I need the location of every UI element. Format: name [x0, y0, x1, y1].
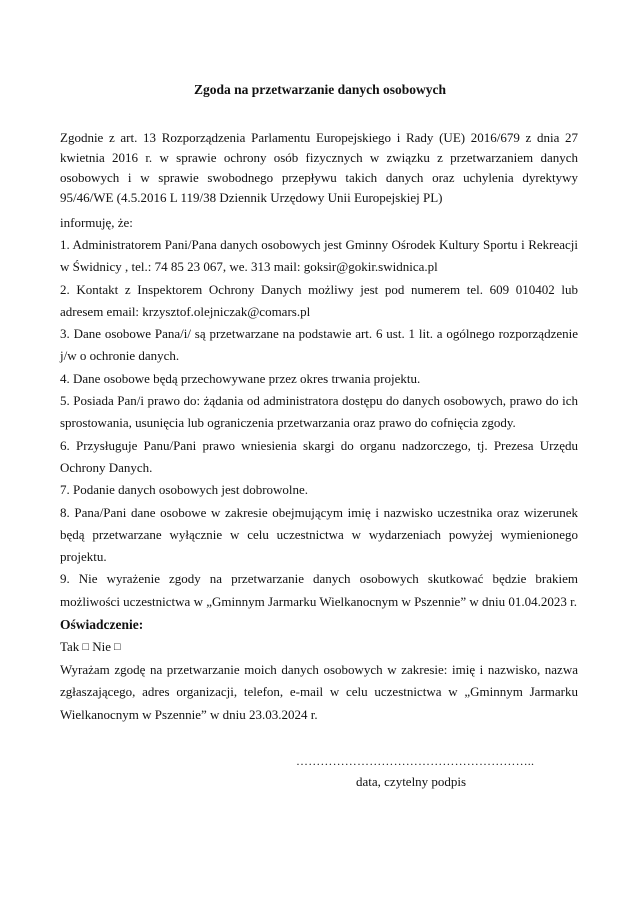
clause-item: 9. Nie wyrażenie zgody na przetwarzanie danych osobowych skutkować będzie brakiem możliwości uczestnictwa w „Gminnym Jarmarku Wielkanocnym w Pszennie” w dniu 01.04.2023 r. [60, 571, 578, 609]
clause-item: 8. Pana/Pani dane osobowe w zakresie obejmującym imię i nazwisko uczestnika oraz wizerunek będą przetwarzane wyłącznie w celu uczestnictwa w wydarzeniach powyżej wymienionego projektu. [60, 504, 578, 565]
clause-item: 3. Dane osobowe Pana/i/ są przetwarzane na podstawie art. 6 ust. 1 lit. a ogólnego rozporządzenie j/w o ochronie danych. [60, 326, 578, 364]
no-checkbox[interactable]: □ [114, 641, 121, 653]
clause-list [60, 234, 578, 613]
choice-yes-label: Tak [60, 639, 80, 654]
clause-item: 5. Posiada Pan/i prawo do: żądania od administratora dostępu do danych osobowych, prawo do ich sprostowania, usunięcia lub ograniczenia przetwarzania oraz prawo do cofnięcia zgody. [60, 393, 578, 431]
consent-choice [60, 637, 121, 657]
inform-line: informuję, że: [60, 215, 133, 230]
signature-line: ………………………………………………….. [296, 754, 535, 768]
clause-item: 1. Administratorem Pani/Pana danych osobowych jest Gminny Ośrodek Kultury Sportu i Rekreacji w Świdnicy , tel.: 74 85 23 067, we. 313 mail: goksir@gokir.swidnica.pl [60, 237, 578, 275]
clause-item: 6. Przysługuje Panu/Pani prawo wniesienia skargi do organu nadzorczego, tj. Prezesa Urzędu Ochrony Danych. [60, 437, 578, 475]
signature-label: data, czytelny podpis [356, 774, 467, 789]
document-title: Zgoda na przetwarzanie danych osobowych [193, 82, 446, 97]
declaration-heading: Oświadczenie: [60, 617, 144, 632]
choice-no-label: Nie [92, 639, 111, 654]
clause-item: 4. Dane osobowe będą przechowywane przez okres trwania projektu. [60, 370, 421, 386]
clause-item: 2. Kontakt z Inspektorem Ochrony Danych możliwy jest pod numerem tel. 609 010402 lub adresem email: krzysztof.olejniczak@comars.pl [60, 281, 578, 319]
clause-item: 7. Podanie danych osobowych jest dobrowolne. [60, 482, 309, 498]
intro-paragraph: Zgodnie z art. 13 Rozporządzenia Parlamentu Europejskiego i Rady (UE) 2016/679 z dnia 27 kwietnia 2016 r. w sprawie ochrony osób fizycznych w związku z przetwarzaniem danych osobowych i w sprawie swobodnego przepływu takich danych oraz uchylenia dyrektywy 95/46/WE (4.5.2016 L 119/38 Dziennik Urzędowy Unii Europejskiej PL) [60, 130, 578, 205]
consent-statement: Wyrażam zgodę na przetwarzanie moich danych osobowych w zakresie: imię i nazwisko, nazwa zgłaszającego, adres organizacji, telefon, e-mail w celu uczestnictwa w „Gminnym Jarmarku Wielkanocnym w Pszennie” w dniu 23.03.2024 r. [60, 662, 578, 722]
yes-checkbox[interactable]: □ [82, 641, 89, 653]
